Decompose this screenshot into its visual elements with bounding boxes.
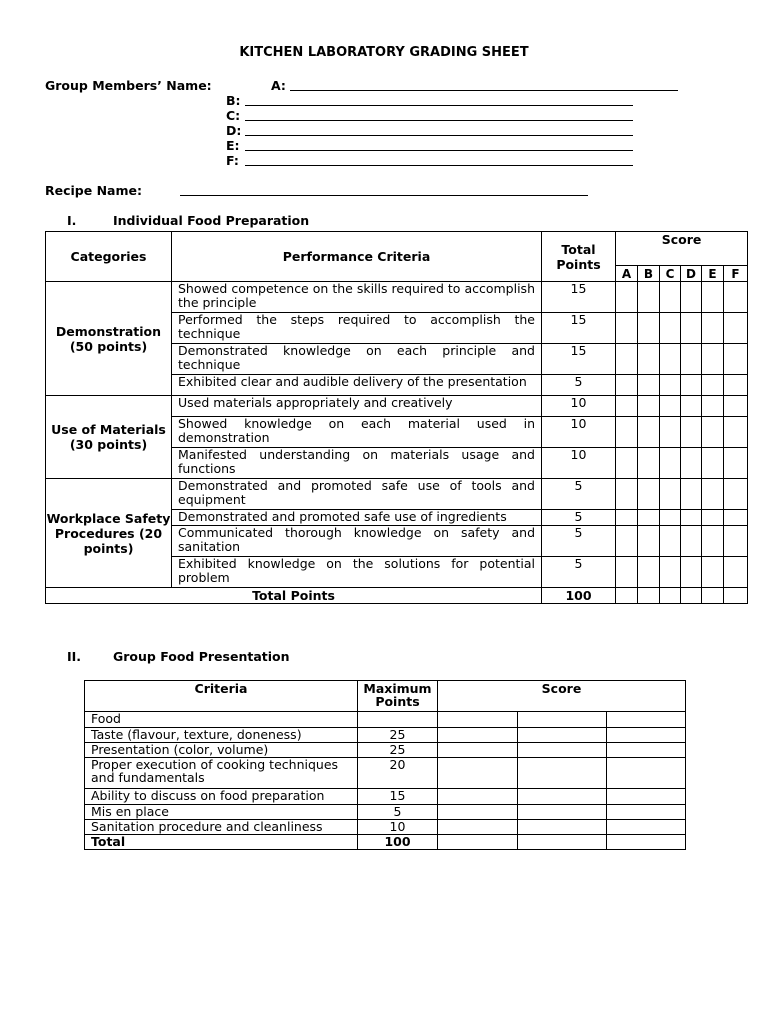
score-cell[interactable]	[681, 282, 702, 313]
criterion-cell: Communicated thorough knowledge on safety and sanitation	[172, 526, 542, 557]
header-score: Score	[438, 681, 686, 712]
score-col-e: E	[702, 266, 724, 282]
score-cell[interactable]	[702, 313, 724, 344]
score-cell[interactable]	[681, 375, 702, 396]
max-points-cell: 15	[358, 789, 438, 805]
criteria-row	[85, 820, 686, 835]
total-score-cell[interactable]	[616, 588, 638, 604]
score-cell[interactable]	[616, 375, 638, 396]
recipe-name-label: Recipe Name:	[45, 183, 142, 198]
score-cell[interactable]	[681, 510, 702, 526]
category-cell: Demonstration (50 points)	[46, 282, 172, 396]
points-cell: 15	[542, 313, 616, 344]
score-cell[interactable]	[518, 728, 607, 743]
score-cell[interactable]	[616, 448, 638, 479]
score-cell[interactable]	[638, 396, 660, 417]
score-cell[interactable]	[660, 448, 681, 479]
header-score: Score	[616, 232, 748, 266]
total-score-cell[interactable]	[702, 588, 724, 604]
criteria-row	[46, 282, 748, 313]
criterion-cell: Exhibited clear and audible delivery of the presentation	[172, 375, 542, 396]
section-2-title: Group Food Presentation	[113, 649, 290, 664]
score-cell[interactable]	[702, 448, 724, 479]
score-cell[interactable]	[724, 375, 748, 396]
criteria-row	[85, 805, 686, 820]
score-cell[interactable]	[616, 510, 638, 526]
score-cell[interactable]	[616, 313, 638, 344]
score-cell[interactable]	[702, 375, 724, 396]
criterion-cell: Mis en place	[85, 805, 358, 820]
score-cell[interactable]	[660, 510, 681, 526]
member-f-field[interactable]	[245, 165, 633, 166]
score-cell[interactable]	[702, 417, 724, 448]
recipe-name-field[interactable]	[180, 195, 588, 196]
header-criteria: Criteria	[85, 681, 358, 712]
score-cell[interactable]	[660, 417, 681, 448]
score-cell[interactable]	[616, 344, 638, 375]
criterion-cell: Sanitation procedure and cleanliness	[85, 820, 358, 835]
criteria-row	[85, 789, 686, 805]
score-cell[interactable]	[638, 479, 660, 510]
points-cell: 5	[542, 375, 616, 396]
score-cell[interactable]	[724, 344, 748, 375]
score-cell[interactable]	[518, 820, 607, 835]
criterion-cell: Used materials appropriately and creatively	[172, 396, 542, 417]
score-cell[interactable]	[660, 313, 681, 344]
points-cell: 10	[542, 417, 616, 448]
total-value: 100	[358, 835, 438, 850]
score-cell[interactable]	[724, 396, 748, 417]
score-cell[interactable]	[638, 557, 660, 588]
total-score-cell[interactable]	[681, 588, 702, 604]
score-cell[interactable]	[724, 557, 748, 588]
criterion-cell: Performed the steps required to accomplish the technique	[172, 313, 542, 344]
total-label: Total	[85, 835, 358, 850]
member-d-label: D:	[226, 123, 242, 138]
group-members-label: Group Members’ Name:	[45, 78, 212, 93]
criterion-cell: Exhibited knowledge on the solutions for potential problem	[172, 557, 542, 588]
individual-grading-table	[45, 231, 748, 604]
category-cell: Use of Materials (30 points)	[46, 396, 172, 479]
score-cell[interactable]	[660, 479, 681, 510]
max-points-cell	[358, 712, 438, 728]
member-e-field[interactable]	[245, 150, 633, 151]
criteria-row	[85, 758, 686, 789]
points-cell: 15	[542, 344, 616, 375]
score-cell[interactable]	[660, 282, 681, 313]
score-cell[interactable]	[638, 313, 660, 344]
score-cell[interactable]	[616, 479, 638, 510]
score-cell[interactable]	[607, 789, 686, 805]
member-c-label: C:	[226, 108, 241, 123]
score-cell[interactable]	[438, 728, 518, 743]
criterion-cell: Presentation (color, volume)	[85, 743, 358, 758]
member-b-label: B:	[226, 93, 241, 108]
section-1-number: I.	[67, 213, 77, 228]
score-cell[interactable]	[638, 417, 660, 448]
total-score-cell[interactable]	[660, 588, 681, 604]
criterion-cell: Proper execution of cooking techniques and fundamentals	[85, 758, 358, 789]
member-b-field[interactable]	[245, 105, 633, 106]
total-score-cell[interactable]	[438, 835, 518, 850]
points-cell: 5	[542, 479, 616, 510]
section-1-title: Individual Food Preparation	[113, 213, 310, 228]
score-cell[interactable]	[702, 510, 724, 526]
score-cell[interactable]	[724, 526, 748, 557]
score-cell[interactable]	[660, 375, 681, 396]
score-cell[interactable]	[724, 448, 748, 479]
score-col-f: F	[724, 266, 748, 282]
max-points-cell: 5	[358, 805, 438, 820]
score-cell[interactable]	[518, 805, 607, 820]
points-cell: 10	[542, 396, 616, 417]
score-col-b: B	[638, 266, 660, 282]
member-c-field[interactable]	[245, 120, 633, 121]
score-cell[interactable]	[724, 313, 748, 344]
criterion-cell: Showed knowledge on each material used in demonstration	[172, 417, 542, 448]
criterion-cell: Demonstrated and promoted safe use of ingredients	[172, 510, 542, 526]
max-points-cell: 10	[358, 820, 438, 835]
score-cell[interactable]	[681, 479, 702, 510]
points-cell: 15	[542, 282, 616, 313]
criteria-row	[85, 712, 686, 728]
points-cell: 5	[542, 557, 616, 588]
score-cell[interactable]	[438, 712, 518, 728]
score-cell[interactable]	[607, 743, 686, 758]
score-cell[interactable]	[681, 526, 702, 557]
score-cell[interactable]	[660, 526, 681, 557]
score-cell[interactable]	[438, 758, 518, 789]
score-cell[interactable]	[681, 396, 702, 417]
member-f-label: F:	[226, 153, 239, 168]
total-score-cell[interactable]	[607, 835, 686, 850]
header-total-points: Total Points	[542, 232, 616, 282]
score-cell[interactable]	[681, 313, 702, 344]
score-cell[interactable]	[438, 743, 518, 758]
score-cell[interactable]	[438, 820, 518, 835]
score-cell[interactable]	[638, 448, 660, 479]
score-cell[interactable]	[518, 789, 607, 805]
score-cell[interactable]	[724, 479, 748, 510]
score-cell[interactable]	[607, 712, 686, 728]
criteria-row	[46, 479, 748, 510]
criterion-cell: Demonstrated knowledge on each principle and technique	[172, 344, 542, 375]
group-presentation-table	[84, 680, 686, 850]
score-col-d: D	[681, 266, 702, 282]
score-cell[interactable]	[724, 282, 748, 313]
points-cell: 5	[542, 526, 616, 557]
page-title: KITCHEN LABORATORY GRADING SHEET	[239, 45, 529, 60]
header-categories: Categories	[46, 232, 172, 282]
criterion-cell: Demonstrated and promoted safe use of tools and equipment	[172, 479, 542, 510]
total-score-cell[interactable]	[638, 588, 660, 604]
total-points-value: 100	[542, 588, 616, 604]
score-cell[interactable]	[616, 526, 638, 557]
score-cell[interactable]	[681, 344, 702, 375]
score-cell[interactable]	[702, 344, 724, 375]
score-cell[interactable]	[518, 758, 607, 789]
max-points-cell: 25	[358, 728, 438, 743]
score-cell[interactable]	[702, 396, 724, 417]
points-cell: 10	[542, 448, 616, 479]
score-cell[interactable]	[607, 820, 686, 835]
score-cell[interactable]	[638, 282, 660, 313]
criterion-cell: Food	[85, 712, 358, 728]
criterion-cell: Ability to discuss on food preparation	[85, 789, 358, 805]
score-cell[interactable]	[660, 557, 681, 588]
total-score-cell[interactable]	[724, 588, 748, 604]
header-performance-criteria: Performance Criteria	[172, 232, 542, 282]
criteria-row	[85, 743, 686, 758]
criteria-row	[46, 396, 748, 417]
score-cell[interactable]	[724, 417, 748, 448]
max-points-cell: 25	[358, 743, 438, 758]
score-cell[interactable]	[638, 526, 660, 557]
score-cell[interactable]	[702, 557, 724, 588]
score-cell[interactable]	[616, 417, 638, 448]
criterion-cell: Showed competence on the skills required to accomplish the principle	[172, 282, 542, 313]
member-d-field[interactable]	[245, 135, 633, 136]
member-e-label: E:	[226, 138, 240, 153]
score-cell[interactable]	[438, 805, 518, 820]
score-cell[interactable]	[518, 743, 607, 758]
criteria-row	[85, 728, 686, 743]
score-cell[interactable]	[702, 479, 724, 510]
score-cell[interactable]	[702, 282, 724, 313]
score-cell[interactable]	[681, 448, 702, 479]
score-cell[interactable]	[660, 396, 681, 417]
points-cell: 5	[542, 510, 616, 526]
total-points-label: Total Points	[46, 588, 542, 604]
score-cell[interactable]	[681, 417, 702, 448]
score-cell[interactable]	[616, 396, 638, 417]
score-cell[interactable]	[724, 510, 748, 526]
score-cell[interactable]	[702, 526, 724, 557]
criterion-cell: Taste (flavour, texture, doneness)	[85, 728, 358, 743]
score-cell[interactable]	[438, 789, 518, 805]
member-a-field[interactable]	[290, 90, 678, 91]
header-maximum-points: Maximum Points	[358, 681, 438, 712]
category-cell: Workplace Safety Procedures (20 points)	[46, 479, 172, 588]
score-col-c: C	[660, 266, 681, 282]
score-cell[interactable]	[518, 712, 607, 728]
score-col-a: A	[616, 266, 638, 282]
total-score-cell[interactable]	[518, 835, 607, 850]
score-cell[interactable]	[660, 344, 681, 375]
score-cell[interactable]	[616, 557, 638, 588]
score-cell[interactable]	[638, 375, 660, 396]
score-cell[interactable]	[607, 758, 686, 789]
section-2-number: II.	[67, 649, 82, 664]
score-cell[interactable]	[607, 728, 686, 743]
member-a-label: A:	[271, 78, 286, 93]
score-cell[interactable]	[616, 282, 638, 313]
criterion-cell: Manifested understanding on materials usage and functions	[172, 448, 542, 479]
score-cell[interactable]	[681, 557, 702, 588]
score-cell[interactable]	[638, 344, 660, 375]
score-cell[interactable]	[607, 805, 686, 820]
score-cell[interactable]	[638, 510, 660, 526]
max-points-cell: 20	[358, 758, 438, 789]
